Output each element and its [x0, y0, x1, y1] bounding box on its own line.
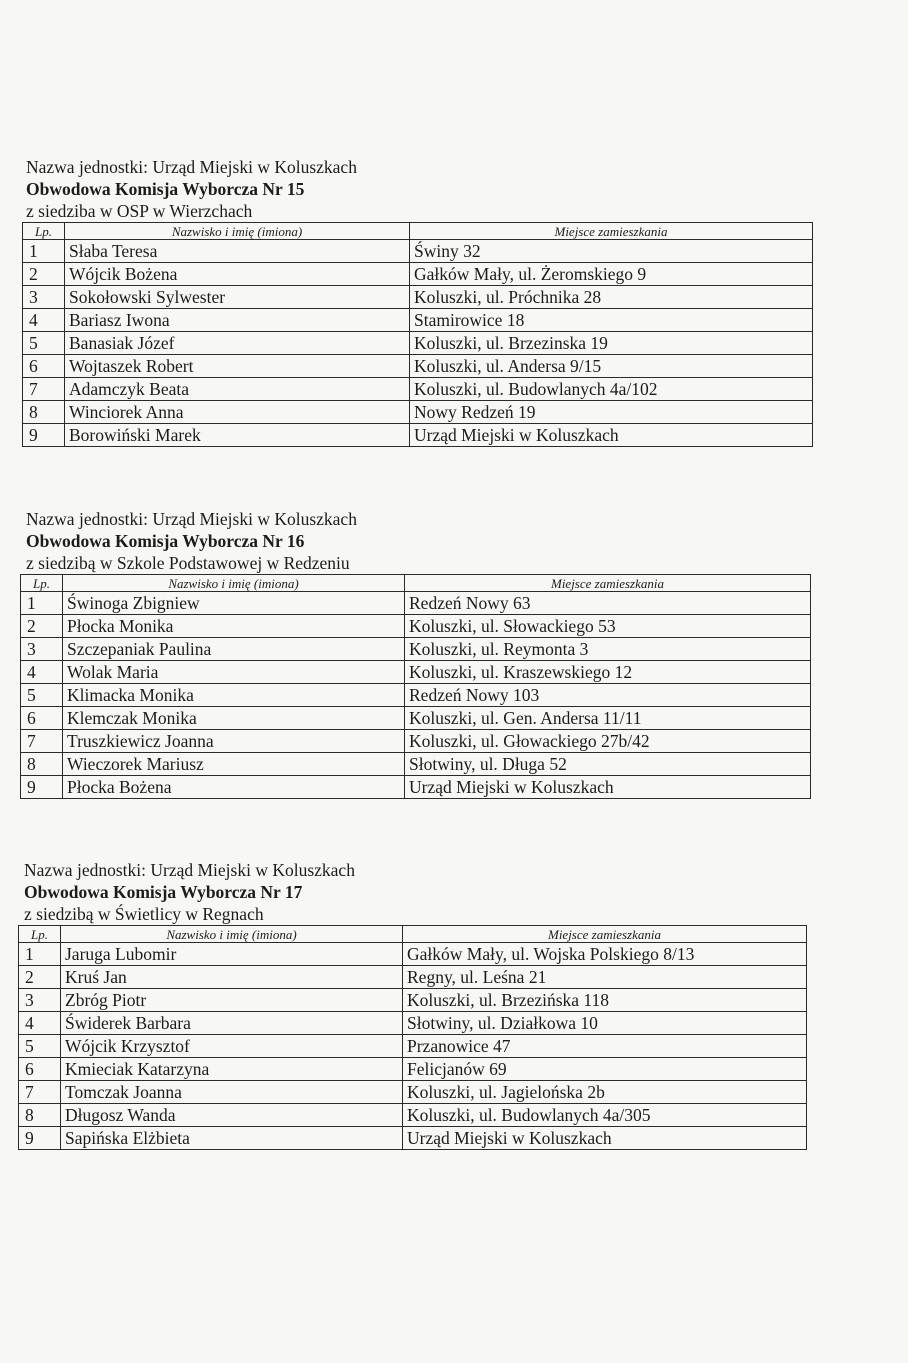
- member-name: Klemczak Monika: [63, 707, 405, 730]
- committee-block: [26, 508, 811, 799]
- table-row: [21, 776, 811, 799]
- member-address: Stamirowice 18: [410, 309, 813, 332]
- header-address: Miejsce zamieszkania: [410, 223, 813, 240]
- member-address: Świny 32: [410, 240, 813, 263]
- member-address: Nowy Redzeń 19: [410, 401, 813, 424]
- table-row: [21, 615, 811, 638]
- member-name: Szczepaniak Paulina: [63, 638, 405, 661]
- member-address: Koluszki, ul. Budowlanych 4a/305: [403, 1104, 807, 1127]
- row-number: 5: [19, 1035, 61, 1058]
- member-address: Felicjanów 69: [403, 1058, 807, 1081]
- member-name: Banasiak Józef: [65, 332, 410, 355]
- member-name: Jaruga Lubomir: [61, 943, 403, 966]
- member-name: Wojtaszek Robert: [65, 355, 410, 378]
- row-number: 9: [19, 1127, 61, 1150]
- row-number: 7: [21, 730, 63, 753]
- table-row: [23, 378, 813, 401]
- table-row: [21, 638, 811, 661]
- row-number: 7: [23, 378, 65, 401]
- row-number: 1: [23, 240, 65, 263]
- unit-name: Nazwa jednostki: Urząd Miejski w Koluszkach: [26, 157, 357, 177]
- member-address: Urząd Miejski w Koluszkach: [410, 424, 813, 447]
- row-number: 3: [19, 989, 61, 1012]
- table-row: [23, 286, 813, 309]
- table-row: [19, 1104, 807, 1127]
- table-row: [23, 263, 813, 286]
- table-row: [23, 424, 813, 447]
- row-number: 5: [23, 332, 65, 355]
- member-address: Urząd Miejski w Koluszkach: [405, 776, 811, 799]
- table-row: [23, 309, 813, 332]
- member-address: Koluszki, ul. Brzezinska 19: [410, 332, 813, 355]
- committee-block: [26, 156, 813, 447]
- member-address: Przanowice 47: [403, 1035, 807, 1058]
- member-name: Zbróg Piotr: [61, 989, 403, 1012]
- member-name: Świnoga Zbigniew: [63, 592, 405, 615]
- member-address: Słotwiny, ul. Długa 52: [405, 753, 811, 776]
- header-name: Nazwisko i imię (imiona): [61, 926, 403, 943]
- member-name: Wolak Maria: [63, 661, 405, 684]
- member-name: Winciorek Anna: [65, 401, 410, 424]
- table-row: [21, 707, 811, 730]
- member-address: Koluszki, ul. Brzezińska 118: [403, 989, 807, 1012]
- member-address: Urząd Miejski w Koluszkach: [403, 1127, 807, 1150]
- members-table: [22, 222, 813, 447]
- table-row: [21, 592, 811, 615]
- member-name: Bariasz Iwona: [65, 309, 410, 332]
- member-name: Płocka Monika: [63, 615, 405, 638]
- members-table: [18, 925, 807, 1150]
- row-number: 2: [19, 966, 61, 989]
- member-name: Sokołowski Sylwester: [65, 286, 410, 309]
- member-name: Kruś Jan: [61, 966, 403, 989]
- member-name: Długosz Wanda: [61, 1104, 403, 1127]
- header-name: Nazwisko i imię (imiona): [65, 223, 410, 240]
- row-number: 7: [19, 1081, 61, 1104]
- table-row: [19, 966, 807, 989]
- member-name: Wójcik Bożena: [65, 263, 410, 286]
- header-lp: Lp.: [19, 926, 61, 943]
- member-address: Regny, ul. Leśna 21: [403, 966, 807, 989]
- header-address: Miejsce zamieszkania: [403, 926, 807, 943]
- row-number: 9: [21, 776, 63, 799]
- row-number: 8: [19, 1104, 61, 1127]
- member-address: Koluszki, ul. Próchnika 28: [410, 286, 813, 309]
- committee-title: Obwodowa Komisja Wyborcza Nr 15: [26, 179, 305, 199]
- table-row: [23, 332, 813, 355]
- member-name: Adamczyk Beata: [65, 378, 410, 401]
- member-name: Słaba Teresa: [65, 240, 410, 263]
- row-number: 3: [23, 286, 65, 309]
- table-row: [19, 1127, 807, 1150]
- member-address: Koluszki, ul. Gen. Andersa 11/11: [405, 707, 811, 730]
- table-row: [23, 355, 813, 378]
- member-address: Koluszki, ul. Głowackiego 27b/42: [405, 730, 811, 753]
- member-address: Koluszki, ul. Kraszewskiego 12: [405, 661, 811, 684]
- table-row: [21, 753, 811, 776]
- table-row: [21, 684, 811, 707]
- member-name: Sapińska Elżbieta: [61, 1127, 403, 1150]
- committee-title: Obwodowa Komisja Wyborcza Nr 17: [24, 882, 303, 902]
- header-lp: Lp.: [23, 223, 65, 240]
- member-name: Kmieciak Katarzyna: [61, 1058, 403, 1081]
- committee-seat: z siedziba w OSP w Wierzchach: [26, 201, 253, 221]
- row-number: 1: [19, 943, 61, 966]
- member-name: Tomczak Joanna: [61, 1081, 403, 1104]
- table-row: [21, 661, 811, 684]
- row-number: 4: [19, 1012, 61, 1035]
- row-number: 8: [23, 401, 65, 424]
- table-row: [23, 240, 813, 263]
- row-number: 6: [19, 1058, 61, 1081]
- table-header-row: [19, 926, 807, 943]
- table-row: [21, 730, 811, 753]
- member-name: Płocka Bożena: [63, 776, 405, 799]
- row-number: 2: [23, 263, 65, 286]
- unit-name: Nazwa jednostki: Urząd Miejski w Koluszkach: [24, 860, 355, 880]
- row-number: 6: [23, 355, 65, 378]
- header-address: Miejsce zamieszkania: [405, 575, 811, 592]
- table-row: [19, 989, 807, 1012]
- members-table: [20, 574, 811, 799]
- table-header-row: [23, 223, 813, 240]
- member-name: Świderek Barbara: [61, 1012, 403, 1035]
- unit-name: Nazwa jednostki: Urząd Miejski w Koluszkach: [26, 509, 357, 529]
- table-row: [19, 1058, 807, 1081]
- table-row: [23, 401, 813, 424]
- table-row: [19, 1035, 807, 1058]
- member-address: Słotwiny, ul. Działkowa 10: [403, 1012, 807, 1035]
- member-address: Koluszki, ul. Andersa 9/15: [410, 355, 813, 378]
- committee-title: Obwodowa Komisja Wyborcza Nr 16: [26, 531, 305, 551]
- row-number: 4: [21, 661, 63, 684]
- committee-block: [24, 859, 807, 1150]
- member-name: Wójcik Krzysztof: [61, 1035, 403, 1058]
- member-address: Koluszki, ul. Budowlanych 4a/102: [410, 378, 813, 401]
- member-name: Klimacka Monika: [63, 684, 405, 707]
- row-number: 3: [21, 638, 63, 661]
- member-address: Gałków Mały, ul. Wojska Polskiego 8/13: [403, 943, 807, 966]
- table-row: [19, 943, 807, 966]
- row-number: 8: [21, 753, 63, 776]
- table-header-row: [21, 575, 811, 592]
- committee-seat: z siedzibą w Szkole Podstawowej w Redzeniu: [26, 553, 350, 573]
- table-row: [19, 1012, 807, 1035]
- member-name: Borowiński Marek: [65, 424, 410, 447]
- member-address: Koluszki, ul. Reymonta 3: [405, 638, 811, 661]
- table-row: [19, 1081, 807, 1104]
- header-name: Nazwisko i imię (imiona): [63, 575, 405, 592]
- row-number: 2: [21, 615, 63, 638]
- row-number: 4: [23, 309, 65, 332]
- member-address: Gałków Mały, ul. Żeromskiego 9: [410, 263, 813, 286]
- member-address: Redzeń Nowy 103: [405, 684, 811, 707]
- member-address: Redzeń Nowy 63: [405, 592, 811, 615]
- header-lp: Lp.: [21, 575, 63, 592]
- member-address: Koluszki, ul. Jagielońska 2b: [403, 1081, 807, 1104]
- committee-seat: z siedzibą w Świetlicy w Regnach: [24, 904, 264, 924]
- member-address: Koluszki, ul. Słowackiego 53: [405, 615, 811, 638]
- member-name: Wieczorek Mariusz: [63, 753, 405, 776]
- row-number: 6: [21, 707, 63, 730]
- row-number: 1: [21, 592, 63, 615]
- row-number: 9: [23, 424, 65, 447]
- row-number: 5: [21, 684, 63, 707]
- member-name: Truszkiewicz Joanna: [63, 730, 405, 753]
